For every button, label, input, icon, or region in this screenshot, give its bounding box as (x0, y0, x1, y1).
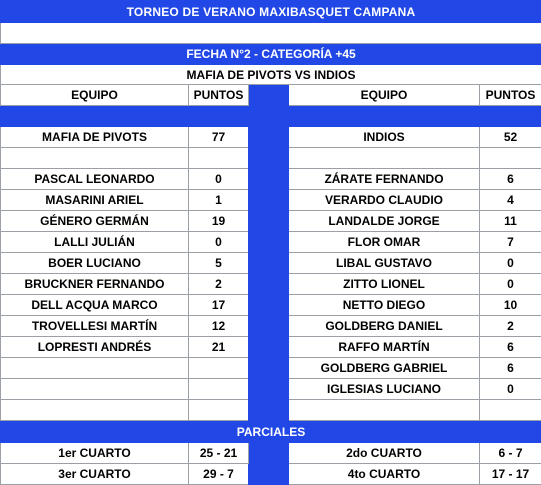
home-player-points: 2 (189, 274, 249, 295)
away-player-points: 10 (480, 295, 541, 316)
blank-cell (480, 400, 541, 421)
home-player-name: DELL ACQUA MARCO (1, 295, 189, 316)
home-player-name: BOER LUCIANO (1, 253, 189, 274)
quarter-4-score: 17 - 17 (480, 464, 541, 485)
quarter-3-score: 29 - 7 (189, 464, 249, 485)
away-player-name: NETTO DIEGO (289, 295, 480, 316)
center-divider (249, 85, 289, 463)
header-band-left (189, 106, 249, 127)
home-player-name: PASCAL LEONARDO (1, 169, 189, 190)
parciales-table (0, 421, 541, 485)
quarter-1-label: 1er CUARTO (1, 443, 189, 464)
home-points-header: PUNTOS (189, 85, 249, 106)
away-player-points: 11 (480, 211, 541, 232)
home-player-points: 12 (189, 316, 249, 337)
fecha-category: FECHA N°2 - CATEGORÍA +45 (1, 44, 541, 65)
blank-cell (289, 400, 480, 421)
away-player-name: ZÁRATE FERNANDO (289, 169, 480, 190)
home-player-name: LALLI JULIÁN (1, 232, 189, 253)
quarter-4-label: 4to CUARTO (289, 464, 480, 485)
home-player-name (1, 379, 189, 400)
away-player-points: 0 (480, 253, 541, 274)
home-player-name: MASARINI ARIEL (1, 190, 189, 211)
tournament-title: TORNEO DE VERANO MAXIBASQUET CAMPANA (1, 1, 541, 23)
blank-cell (189, 400, 249, 421)
home-player-name: LOPRESTI ANDRÉS (1, 337, 189, 358)
away-player-name: IGLESIAS LUCIANO (289, 379, 480, 400)
home-player-points: 5 (189, 253, 249, 274)
header-band-right (480, 106, 541, 127)
home-player-points: 21 (189, 337, 249, 358)
home-player-name: BRUCKNER FERNANDO (1, 274, 189, 295)
away-player-points: 6 (480, 169, 541, 190)
home-player-name: TROVELLESI MARTÍN (1, 316, 189, 337)
away-player-points: 0 (480, 274, 541, 295)
header-band-right (289, 106, 480, 127)
blank-cell (1, 148, 189, 169)
home-team-score: 77 (189, 127, 249, 148)
away-player-name: LANDALDE JORGE (289, 211, 480, 232)
away-player-points: 2 (480, 316, 541, 337)
away-player-name: GOLDBERG DANIEL (289, 316, 480, 337)
away-team-name: INDIOS (289, 127, 480, 148)
away-player-points: 6 (480, 337, 541, 358)
quarter-2-label: 2do CUARTO (289, 443, 480, 464)
home-player-points: 0 (189, 169, 249, 190)
away-player-name: RAFFO MARTÍN (289, 337, 480, 358)
spacer-row (1, 23, 541, 44)
away-team-header: EQUIPO (289, 85, 480, 106)
home-player-name: GÉNERO GERMÁN (1, 211, 189, 232)
away-player-points: 4 (480, 190, 541, 211)
away-player-points: 6 (480, 358, 541, 379)
away-player-name: VERARDO CLAUDIO (289, 190, 480, 211)
home-player-points: 1 (189, 190, 249, 211)
blank-cell (1, 400, 189, 421)
home-player-points: 17 (189, 295, 249, 316)
quarter-3-label: 3er CUARTO (1, 464, 189, 485)
away-player-name: GOLDBERG GABRIEL (289, 358, 480, 379)
home-player-points (189, 379, 249, 400)
away-player-points: 0 (480, 379, 541, 400)
away-team-score: 52 (480, 127, 541, 148)
home-team-header: EQUIPO (1, 85, 189, 106)
home-team-name: MAFIA DE PIVOTS (1, 127, 189, 148)
parciales-heading: PARCIALES (1, 422, 541, 443)
home-player-points (189, 358, 249, 379)
quarter-1-score: 25 - 21 (189, 443, 249, 464)
header-band-left (1, 106, 189, 127)
away-player-name: FLOR OMAR (289, 232, 480, 253)
center-divider-bottom (249, 443, 289, 485)
match-title: MAFIA DE PIVOTS VS INDIOS (1, 65, 541, 85)
blank-cell (289, 148, 480, 169)
blank-cell (189, 148, 249, 169)
quarter-2-score: 6 - 7 (480, 443, 541, 464)
away-points-header: PUNTOS (480, 85, 541, 106)
away-player-points: 7 (480, 232, 541, 253)
blank-cell (480, 148, 541, 169)
home-player-points: 19 (189, 211, 249, 232)
home-player-points: 0 (189, 232, 249, 253)
away-player-name: ZITTO LIONEL (289, 274, 480, 295)
away-player-name: LIBAL GUSTAVO (289, 253, 480, 274)
home-player-name (1, 358, 189, 379)
